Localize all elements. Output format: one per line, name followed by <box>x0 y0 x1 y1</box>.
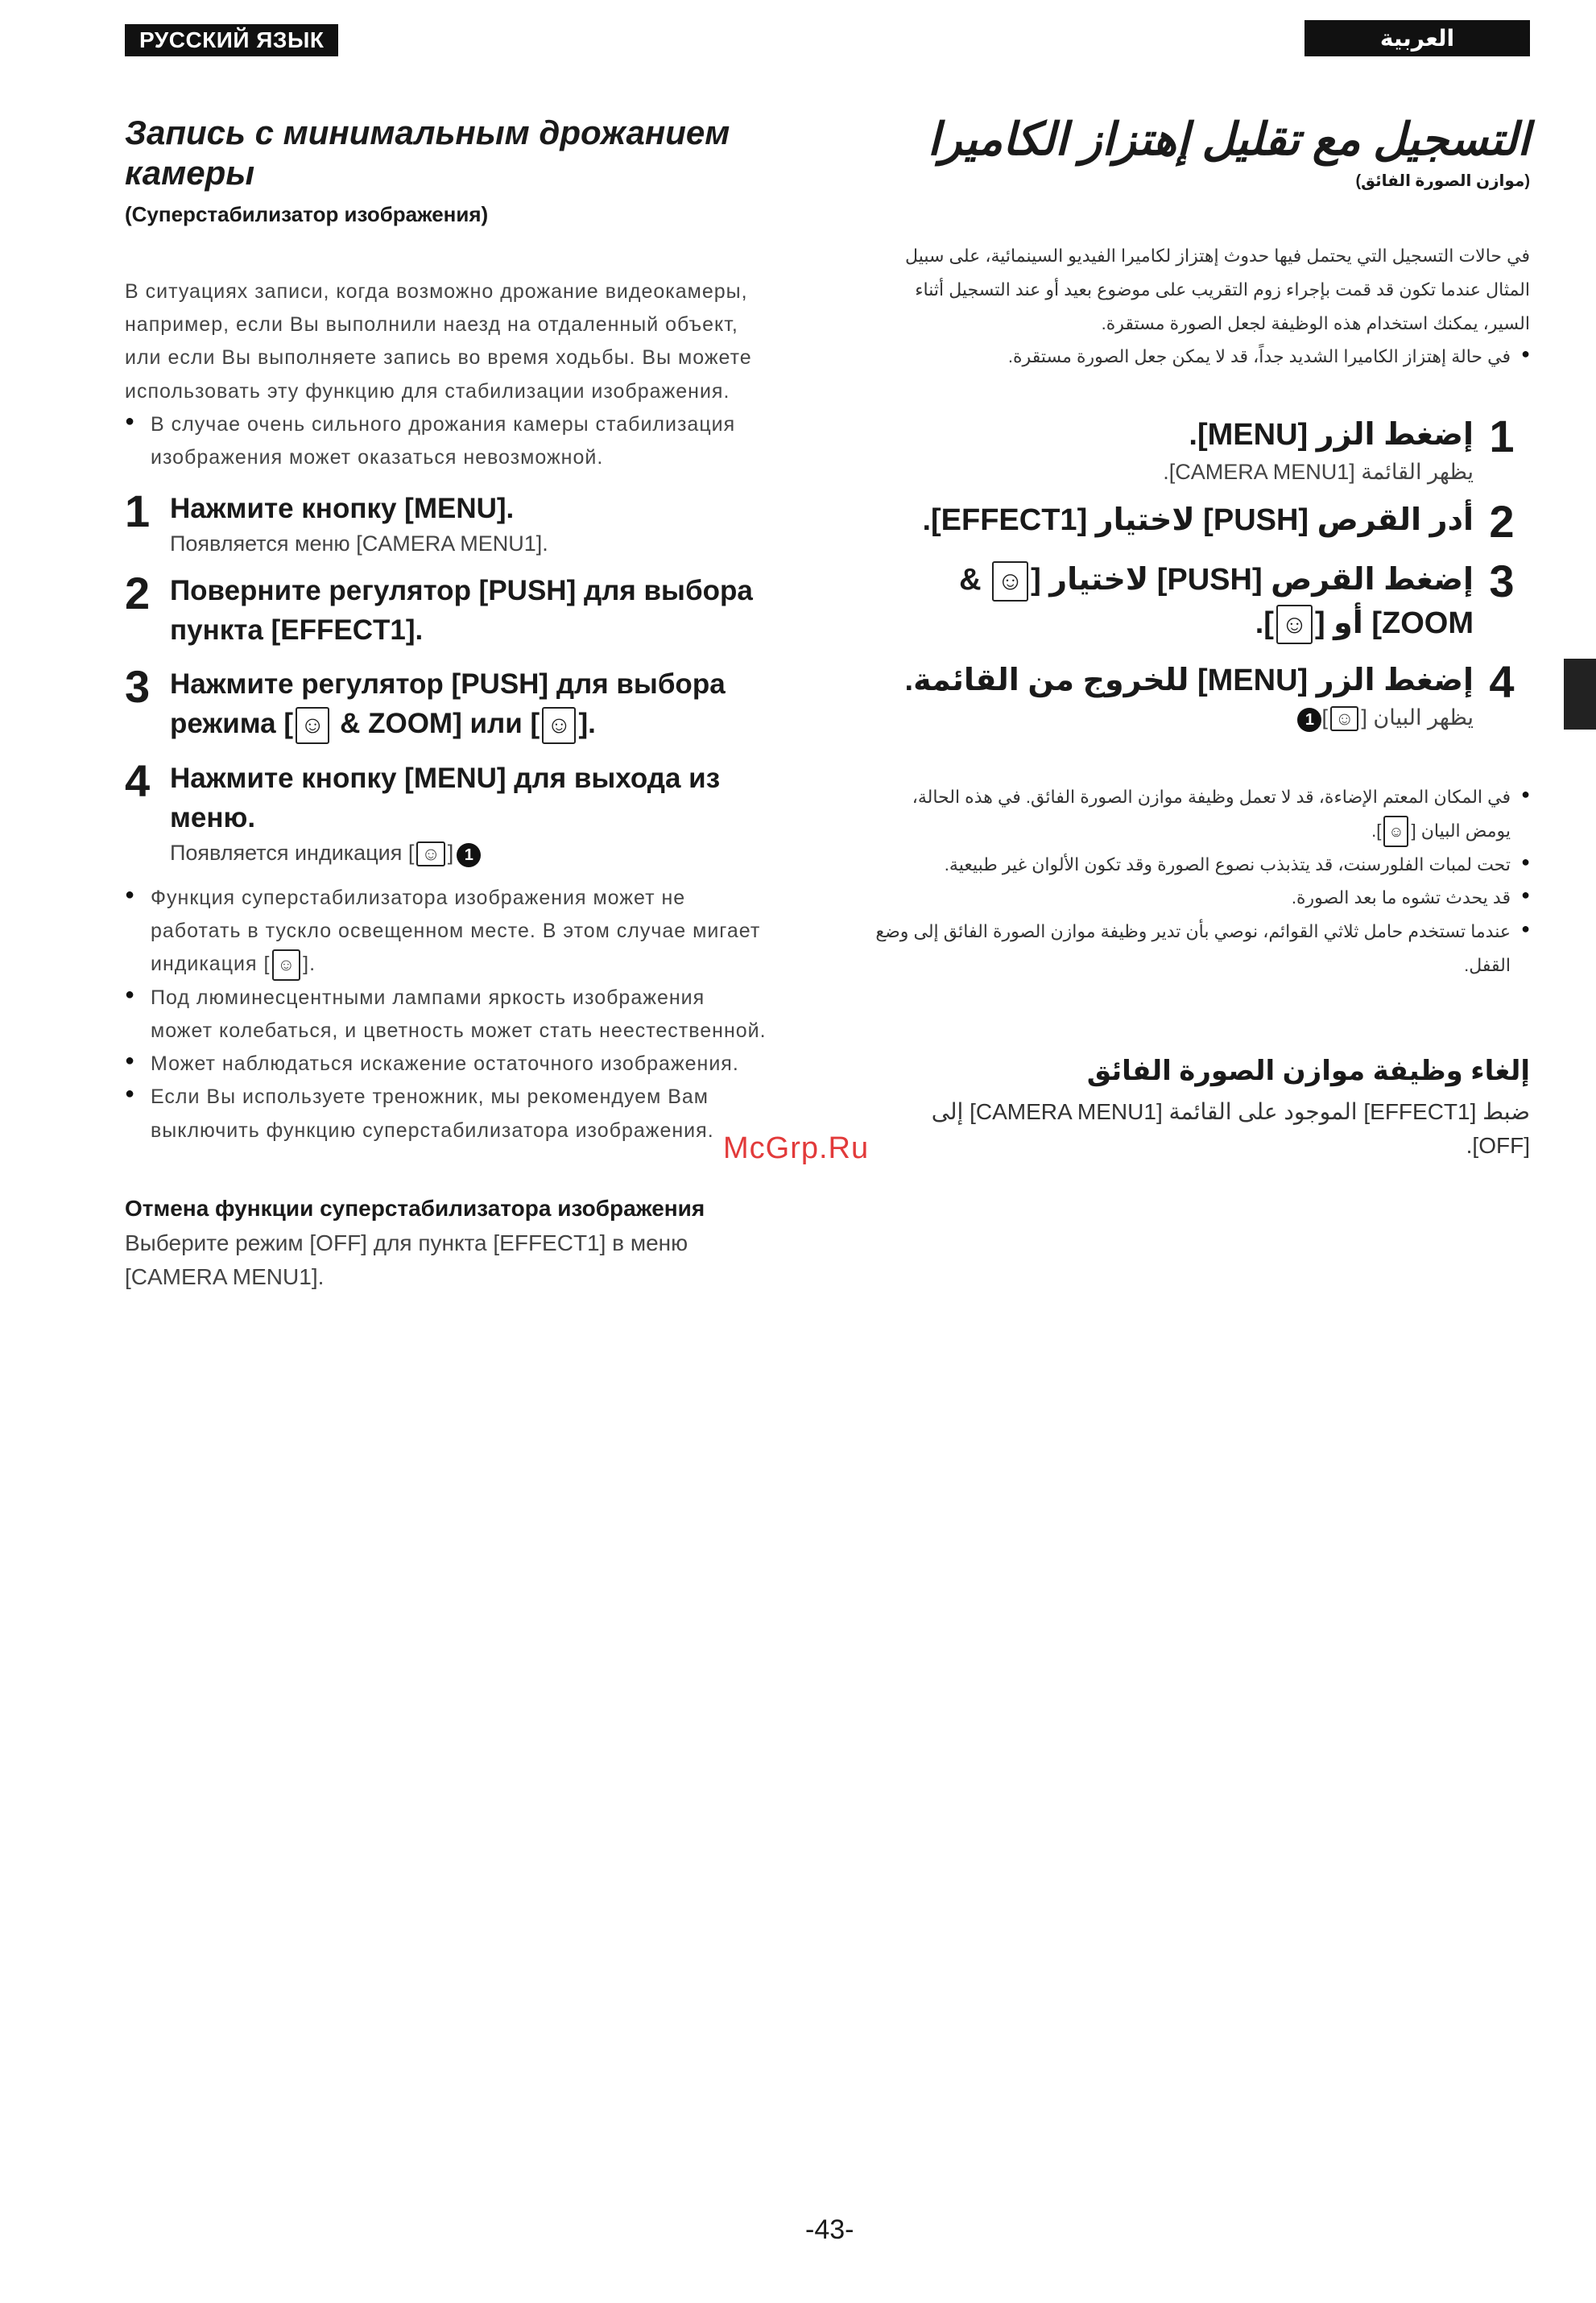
note-item: ● Если Вы используете треножник, мы рекомендуем Вам выключить функцию суперстабилизатора изображения. <box>125 1081 769 1147</box>
steps-list-arabic <box>874 411 1530 732</box>
page-title-arabic: التسجيل مع تقليل إهتزاز الكاميرا <box>927 114 1530 164</box>
step-2 <box>125 568 769 650</box>
language-tag-russian: РУССКИЙ ЯЗЫК <box>125 24 338 56</box>
watermark: McGrp.Ru <box>723 1131 870 1165</box>
step-number: 1 <box>125 486 151 537</box>
note-item: ● تحت لمبات الفلورسنت، قد يتذبذب نصوع الصورة وقد تكون الألوان غير طبيعية. <box>874 848 1530 882</box>
intro-paragraph-arabic: في حالات التسجيل التي يحتمل فيها حدوث إهتزاز لكاميرا الفيديو السينمائية، على سبيل المثال عندما تكون قد قمت بإجراء زوم التقريب على موضوع بعيد أو عند التسجيل أثناء السير، يمكنك استخدام هذه الوظيفة لجعل الصورة مستقرة. <box>905 246 1530 333</box>
step-2 <box>874 496 1530 548</box>
circled-number-icon: 1 <box>1297 708 1321 732</box>
step-text-part: & ZOOM] или [ <box>332 708 540 740</box>
stabilizer-icon: ☺ <box>416 841 444 866</box>
step-4 <box>874 655 1530 732</box>
note-item: ● Под люминесцентными лампами яркость изображения может колебаться, и цветность может стать неестественной. <box>125 982 769 1048</box>
step-text: أدر القرص [PUSH] لاختيار [EFFECT1]. <box>922 503 1474 538</box>
intro-bullets <box>125 408 769 475</box>
step-text: إضغط الزر [MENU]. <box>1189 418 1474 453</box>
step-text: Поверните регулятор [PUSH] для выбора пункта [EFFECT1]. <box>170 575 753 647</box>
step-number: 2 <box>1489 496 1515 548</box>
step-number: 4 <box>125 755 151 806</box>
step-subtext-part: ] <box>1321 705 1328 730</box>
step-subtext: Появляется меню [CAMERA MENU1]. <box>170 531 548 556</box>
step-number: 3 <box>125 661 151 713</box>
step-number: 3 <box>1489 556 1515 607</box>
step-1 <box>874 411 1530 485</box>
language-tag-arabic: العربية <box>1305 20 1530 56</box>
step-text: إضغط الزر [MENU] للخروج من القائمة. <box>904 663 1474 697</box>
step-text <box>874 559 1474 644</box>
step-subtext-part: يظهر البيان [ <box>1361 705 1474 730</box>
intro-bullet: ● В случае очень сильного дрожания камеры стабилизация изображения может оказаться невозможной. <box>125 408 769 475</box>
side-tab-marker <box>1564 659 1596 730</box>
notes-list-arabic <box>874 780 1530 982</box>
cancel-section-text: Выберите режим [OFF] для пункта [EFFECT1] в меню [CAMERA MENU1]. <box>125 1230 688 1289</box>
step-number: 1 <box>1489 411 1515 462</box>
step-text: Нажмите кнопку [MENU]. <box>170 493 515 525</box>
intro-bullet: ● في حالة إهتزاز الكاميرا الشديد جداً، قد لا يمكن جعل الصورة مستقرة. <box>874 340 1530 374</box>
intro-paragraph: В ситуациях записи, когда возможно дрожание видеокамеры, например, если Вы выполнили наезд на отдаленный объект, или если Вы выполняете запись во время ходьбы. Вы можете использовать эту функцию для стабилизации изображения. <box>125 279 752 403</box>
step-subtext-part: Появляется индикация [ <box>170 840 415 865</box>
step-4 <box>125 755 769 867</box>
subtitle-russian: (Суперстабилизатор изображения) <box>125 201 489 226</box>
intro-bullets-arabic <box>874 340 1530 374</box>
step-subtext-part: ] <box>447 840 454 865</box>
stabilizer-icon: ☺ <box>992 561 1028 601</box>
step-subtext <box>170 841 769 867</box>
step-text: Нажмите кнопку [MENU] для выхода из меню. <box>170 762 721 833</box>
page-title-russian: Запись с минимальным дрожанием камеры <box>125 114 730 192</box>
step-text-part: ]. <box>1255 606 1274 640</box>
note-item: ● Функция суперстабилизатора изображения может не работать в тускло освещенном месте. В этом случае мигает индикация [ ☺ ]. <box>125 882 769 982</box>
step-text-part: Нажмите регулятор [PUSH] для выбора режима [ <box>170 668 726 740</box>
cancel-section-title: Отмена функции суперстабилизатора изображения <box>125 1195 705 1221</box>
step-1 <box>125 486 769 556</box>
stabilizer-icon: ☺ <box>272 949 300 981</box>
stabilizer-icon: ☺ <box>1276 605 1313 644</box>
step-text-part: إضغط القرص [PUSH] لاختيار [ <box>1031 563 1474 597</box>
circled-number-icon: 1 <box>457 843 481 867</box>
stabilizer-icon: ☺ <box>1330 706 1358 731</box>
steps-list <box>125 486 769 867</box>
subtitle-arabic: (موازن الصورة الفائق) <box>1355 172 1530 190</box>
step-subtext <box>874 705 1474 732</box>
arabic-column <box>874 20 1530 1163</box>
page-number: -43- <box>805 2214 854 2245</box>
step-text <box>170 664 769 744</box>
note-item: ● قد يحدث تشوه ما بعد الصورة. <box>874 881 1530 915</box>
step-3 <box>874 556 1530 644</box>
step-text-part: ]. <box>578 708 596 740</box>
stabilizer-icon: ☺ <box>542 707 576 744</box>
step-number: 2 <box>125 568 151 619</box>
cancel-section-title-arabic: إلغاء وظيفة موازن الصورة الفائق <box>1086 1055 1530 1086</box>
note-item: ● Может наблюдаться искажение остаточного изображения. <box>125 1048 769 1081</box>
step-number: 4 <box>1489 655 1515 707</box>
russian-column <box>125 24 769 1294</box>
step-text-part: & ZOOM] أو [ <box>959 563 1474 640</box>
step-subtext: يظهر القائمة [CAMERA MENU1]. <box>1163 460 1474 485</box>
note-item: ● عندما تستخدم حامل ثلاثي القوائم، نوصي بأن تدير وظيفة موازن الصورة الفائق إلى وضع القفل. <box>874 915 1530 982</box>
step-3 <box>125 661 769 744</box>
notes-list <box>125 882 769 1147</box>
stabilizer-icon: ☺ <box>296 707 329 744</box>
stabilizer-icon: ☺ <box>1383 816 1408 848</box>
cancel-section-text-arabic: ضبط [EFFECT1] الموجود على القائمة [CAMERA MENU1] إلى [OFF]. <box>931 1098 1530 1158</box>
note-item: ● في المكان المعتم الإضاءة، قد لا تعمل وظيفة موازن الصورة الفائق. في هذه الحالة، يومض البيان [☺]. <box>874 780 1530 848</box>
